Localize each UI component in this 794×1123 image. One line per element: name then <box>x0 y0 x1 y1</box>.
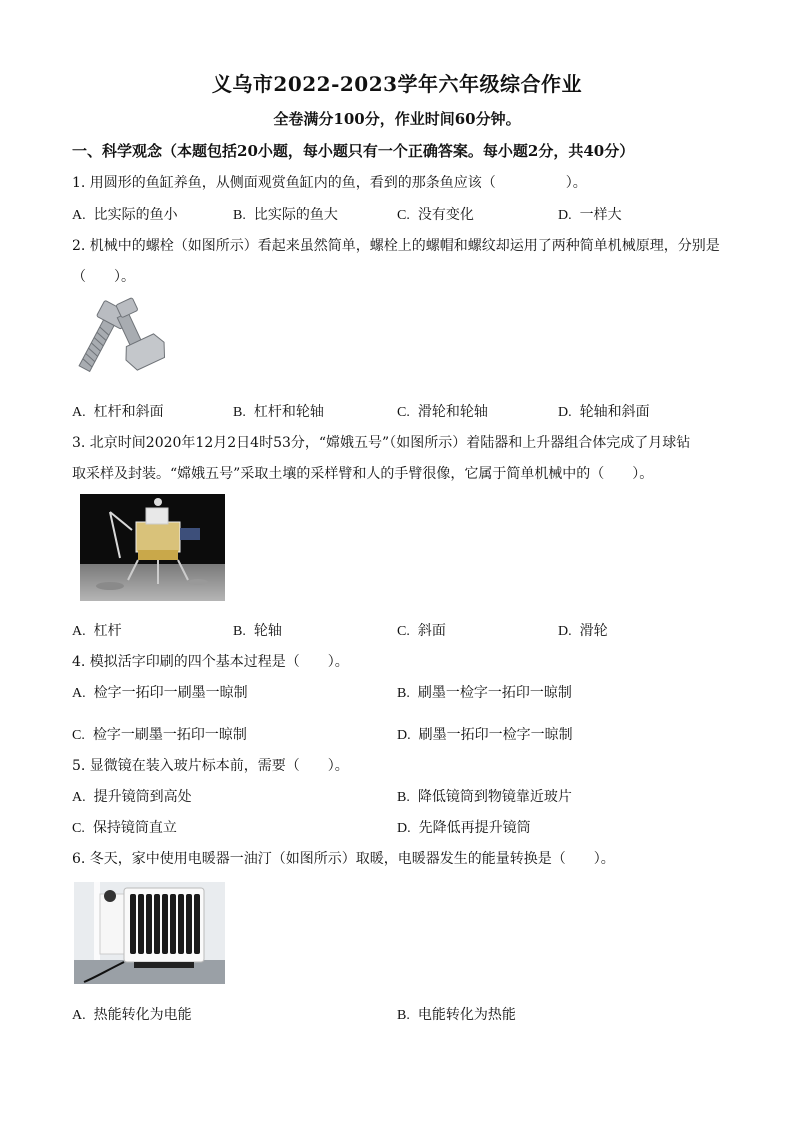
option-key: D. <box>558 624 572 639</box>
question-3-option-a <box>72 620 122 640</box>
question-6-option-b <box>397 1004 516 1024</box>
option-text: 滑轮和轮轴 <box>417 404 488 420</box>
option-text: 轮轴 <box>253 623 282 639</box>
option-key: A. <box>72 208 86 223</box>
question-5-option-b <box>397 786 572 806</box>
question-1-option-c <box>397 204 474 224</box>
option-key: B. <box>397 790 410 805</box>
option-text: 检字一刷墨一拓印一晾制 <box>92 727 247 743</box>
option-key: B. <box>233 405 246 420</box>
option-key: C. <box>397 624 410 639</box>
option-text: 杠杆和轮轴 <box>253 404 324 420</box>
option-key: C. <box>72 728 85 743</box>
option-text: 斜面 <box>417 623 446 639</box>
change5-lander-image <box>80 494 225 601</box>
question-6-option-a <box>72 1004 192 1024</box>
option-text: 保持镜筒直立 <box>92 820 177 836</box>
option-text: 比实际的鱼小 <box>93 207 178 223</box>
oil-heater-image <box>74 882 225 984</box>
question-4-option-a <box>72 682 248 702</box>
question-5-option-d <box>397 817 531 837</box>
option-text: 杠杆 <box>93 623 122 639</box>
question-2-text-line-2: （ ）。 <box>72 269 135 285</box>
option-text: 杠杆和斜面 <box>93 404 164 420</box>
option-key: C. <box>397 405 410 420</box>
section-heading: 一、科学观念（本题包括20小题，每小题只有一个正确答案。每小题2分，共40分） <box>72 142 635 160</box>
question-1-option-d <box>558 204 622 224</box>
option-key: A. <box>72 624 86 639</box>
question-5-text: 5. 显微镜在装入玻片标本前，需要（ ）。 <box>72 758 349 774</box>
question-4-option-d <box>397 724 573 744</box>
question-3-text-line-1: 3. 北京时间2020年12月2日4时53分，“嫦娥五号”（如图所示）着陆器和上升器组合体完成了月球钻 <box>72 435 691 451</box>
option-key: D. <box>397 821 411 836</box>
option-key: A. <box>72 405 86 420</box>
option-key: B. <box>233 624 246 639</box>
option-key: D. <box>397 728 411 743</box>
option-text: 刷墨一拓印一检字一晾制 <box>418 727 573 743</box>
question-5-option-a <box>72 786 192 806</box>
question-2-option-d <box>558 401 650 421</box>
question-4-option-b <box>397 682 572 702</box>
option-key: D. <box>558 405 572 420</box>
option-text: 电能转化为热能 <box>417 1007 516 1023</box>
option-text: 滑轮 <box>579 623 608 639</box>
option-text: 刷墨一检字一拓印一晾制 <box>417 685 572 701</box>
question-2-option-c <box>397 401 488 421</box>
question-3-text-line-2: 取采样及封装。“嫦娥五号”采取土壤的采样臂和人的手臂很像，它属于简单机械中的（ ）。 <box>72 466 654 482</box>
option-key: B. <box>397 686 410 701</box>
option-key: B. <box>233 208 246 223</box>
option-text: 提升镜筒到高处 <box>93 789 192 805</box>
question-3-option-b <box>233 620 282 640</box>
option-text: 降低镜筒到物镜靠近玻片 <box>417 789 572 805</box>
option-text: 一样大 <box>579 207 622 223</box>
option-text: 热能转化为电能 <box>93 1007 192 1023</box>
oil-heater-icon <box>74 882 225 984</box>
question-4-text: 4. 模拟活字印刷的四个基本过程是（ ）。 <box>72 654 349 670</box>
lunar-lander-icon <box>80 494 225 601</box>
page-subtitle: 全卷满分100分，作业时间60分钟。 <box>273 110 521 128</box>
bolt-and-nut-image <box>74 296 170 384</box>
question-6-text: 6. 冬天，家中使用电暖器一油汀（如图所示）取暖，电暖器发生的能量转换是（ ）。 <box>72 851 615 867</box>
option-text: 比实际的鱼大 <box>253 207 338 223</box>
option-text: 没有变化 <box>417 207 474 223</box>
question-5-option-c <box>72 817 177 837</box>
option-key: C. <box>72 821 85 836</box>
question-1-option-b <box>233 204 338 224</box>
option-key: C. <box>397 208 410 223</box>
page-title: 义乌市2022-2023学年六年级综合作业 <box>211 72 583 96</box>
option-key: D. <box>558 208 572 223</box>
option-text: 检字一拓印一刷墨一晾制 <box>93 685 248 701</box>
question-3-option-d <box>558 620 608 640</box>
option-text: 轮轴和斜面 <box>579 404 650 420</box>
question-3-option-c <box>397 620 446 640</box>
bolt-icon <box>74 296 170 384</box>
question-2-text-line-1: 2. 机械中的螺栓（如图所示）看起来虽然简单，螺栓上的螺帽和螺纹却运用了两种简单机械原理，分别是 <box>72 238 720 254</box>
question-1-option-a <box>72 204 178 224</box>
option-key: B. <box>397 1008 410 1023</box>
question-2-option-a <box>72 401 164 421</box>
option-key: A. <box>72 1008 86 1023</box>
question-1-text: 1. 用圆形的鱼缸养鱼，从侧面观赏鱼缸内的鱼，看到的那条鱼应该（ ）。 <box>72 175 587 191</box>
question-4-option-c <box>72 724 247 744</box>
option-key: A. <box>72 790 86 805</box>
question-2-option-b <box>233 401 324 421</box>
option-text: 先降低再提升镜筒 <box>418 820 531 836</box>
option-key: A. <box>72 686 86 701</box>
